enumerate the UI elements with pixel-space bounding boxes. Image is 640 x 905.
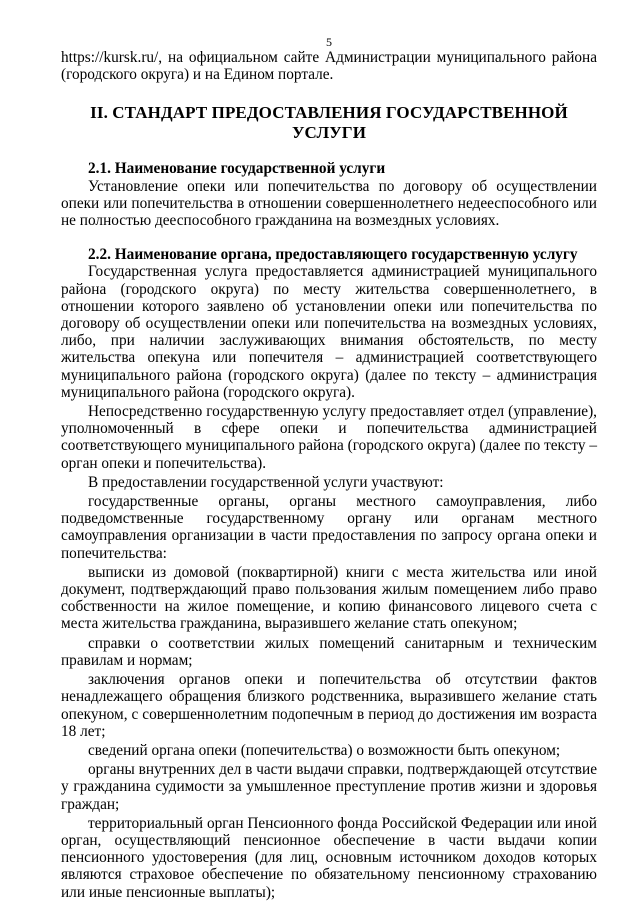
list-item: сведений органа опеки (попечительства) о возможности быть опекуном;	[88, 741, 561, 759]
paragraph: Государственная услуга предоставляется администрацией муниципального района (городского округа) по месту жительства совершеннолетнего, в отношении которого заявлено об установлении опеки или попечительства по договору об осуществлении опеки или попечительства на возмездных условиях, либо, при наличии заслуживающих внимания обстоятельств, по месту жительства опекуна или попечителя – администрацией соответствующего муниципального района (городского округа) (далее по тексту – администрация муниципального района (городского округа).	[61, 263, 597, 401]
paragraph: Непосредственно государственную услугу предоставляет отдел (управление), уполномоченный в сфере опеки и попечительства администрацией соответствующего муниципального района (городского округа) (далее по тексту – орган опеки и попечительства).	[61, 403, 597, 472]
paragraph: Установление опеки или попечительства по договору об осуществлении опеки или попечительства в отношении совершеннолетнего недееспособного или не полностью дееспособного гражданина на возмездных условиях.	[61, 177, 597, 230]
subsection-title-2-2: 2.2. Наименование органа, предоставляющего государственную услугу	[88, 246, 578, 264]
list-item: выписки из домовой (поквартирной) книги с места жительства или иной документ, подтверждающий право пользования жилым помещением либо право собственности на жилое помещение, и копию финансового лицевого счета с места жительства гражданина, выразившего желание стать опекуном;	[61, 563, 597, 633]
paragraph: В предоставлении государственной услуги участвуют:	[88, 473, 444, 491]
list-item: государственные органы, органы местного самоуправления, либо подведомственные государственному органу или органам местного самоуправления организации в части предоставления по запросу органа опеки и попечительства:	[61, 493, 597, 562]
list-item: органы внутренних дел в части выдачи справки, подтверждающей отсутствие у гражданина судимости за умышленное преступление против жизни и здоровья граждан;	[61, 761, 597, 813]
subsection-title-2-1: 2.1. Наименование государственной услуги	[88, 160, 386, 178]
section-title: II. СТАНДАРТ ПРЕДОСТАВЛЕНИЯ ГОСУДАРСТВЕННОЙ УСЛУГИ	[90, 103, 568, 143]
page-content	[61, 49, 597, 901]
intro-paragraph: https://kursk.ru/, на официальном сайте Администрации муниципального района (городского округа) и на Едином портале.	[61, 49, 597, 84]
list-item: справки о соответствии жилых помещений санитарным и техническим правилам и нормам;	[61, 634, 597, 669]
list-item: заключения органов опеки и попечительства об отсутствии фактов ненадлежащего обращения близкого родственника, выразившего желание стать опекуном, с совершеннолетним подопечным в период до достижения им возраста 18 лет;	[61, 671, 597, 740]
list-item: территориальный орган Пенсионного фонда Российской Федерации или иной орган, осуществляющий пенсионное обеспечение в части выдачи копии пенсионного удостоверения (для лиц, основным источником доходов которых являются страховое обеспечение по обязательному пенсионному страхованию или иные пенсионные выплаты);	[61, 814, 597, 901]
page-number: 5	[326, 35, 332, 49]
